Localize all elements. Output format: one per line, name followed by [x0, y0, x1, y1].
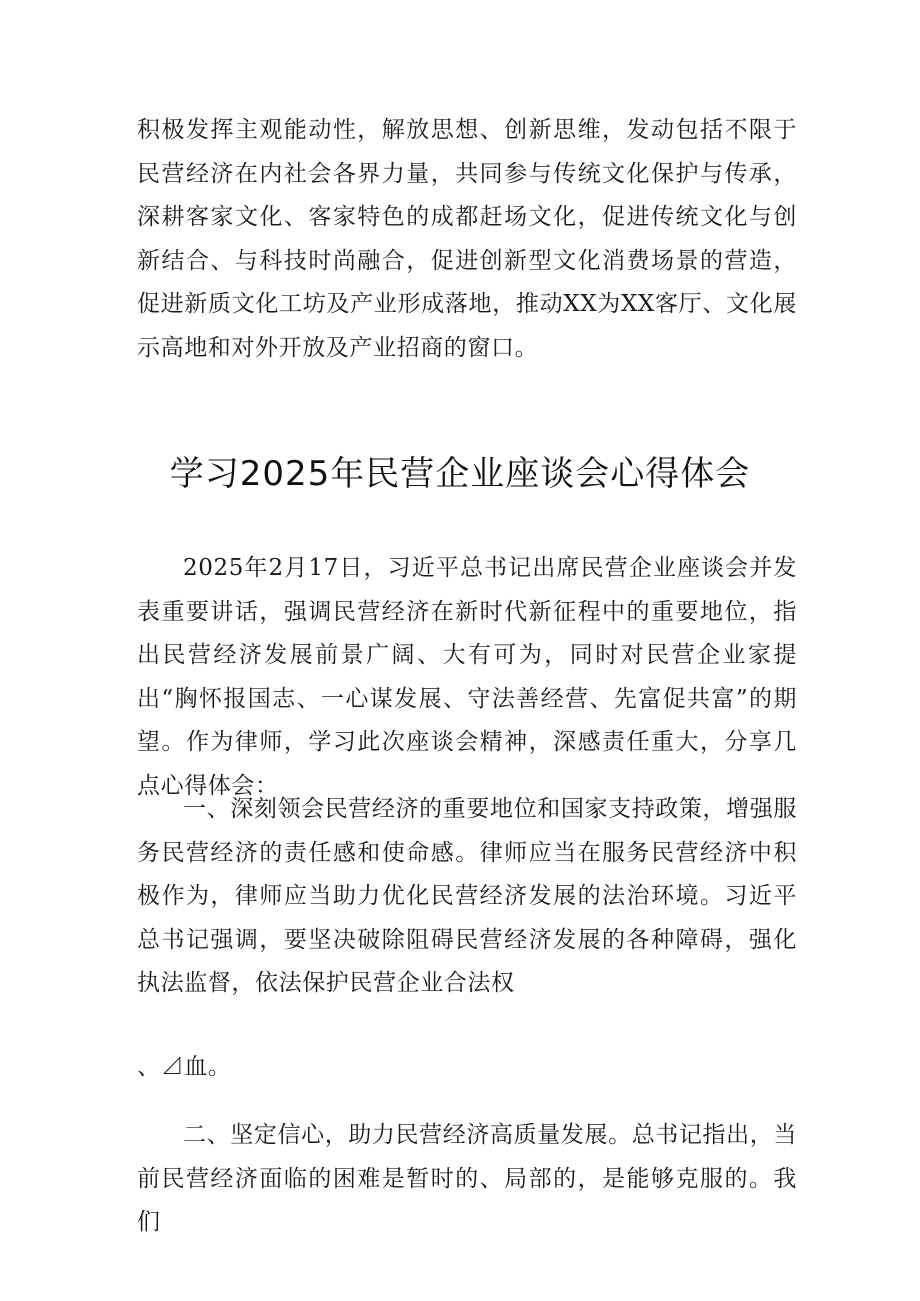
body-paragraph-3: 二、坚定信心，助力民营经济高质量发展。总书记指出，当前民营经济面临的困难是暂时的、局部的，是能够克服的。我们 — [137, 1122, 797, 1236]
body-paragraph-1: 2025年2月17日，习近平总书记出席民营企业座谈会并发表重要讲话，强调民营经济在新时代新征程中的重要地位，指出民营经济发展前景广阔、大有可为，同时对民营企业家提出“胸怀报国志、一心谋发展、守法善经营、先富促共富”的期望。作为律师，学习此次座谈会精神，深感责任重大，分享几点心得体会： — [137, 555, 797, 799]
intro-paragraph: 积极发挥主观能动性，解放思想、创新思维，发动包括不限于民营经济在内社会各界力量，共同参与传统文化保护与传承，深耕客家文化、客家特色的成都赶场文化，促进传统文化与创新结合、与科技时尚融合，促进创新型文化消费场景的营造，促进新质文化工坊及产业形成落地，推动XX为XX客厅、文化展示高地和对外开放及产业招商的窗口。 — [137, 117, 797, 361]
body-paragraph-fragment: 、⊿血。 — [137, 1054, 232, 1080]
body-paragraph-2: 一、深刻领会民营经济的重要地位和国家支持政策，增强服务民营经济的责任感和使命感。律师应当在服务民营经济中积极作为，律师应当助力优化民营经济发展的法治环境。习近平总书记强调，要坚决破除阻碍民营经济发展的各种障碍，强化执法监督，依法保护民营企业合法权 — [137, 796, 797, 997]
document-title: 学习2025年民营企业座谈会心得体会 — [169, 454, 751, 494]
